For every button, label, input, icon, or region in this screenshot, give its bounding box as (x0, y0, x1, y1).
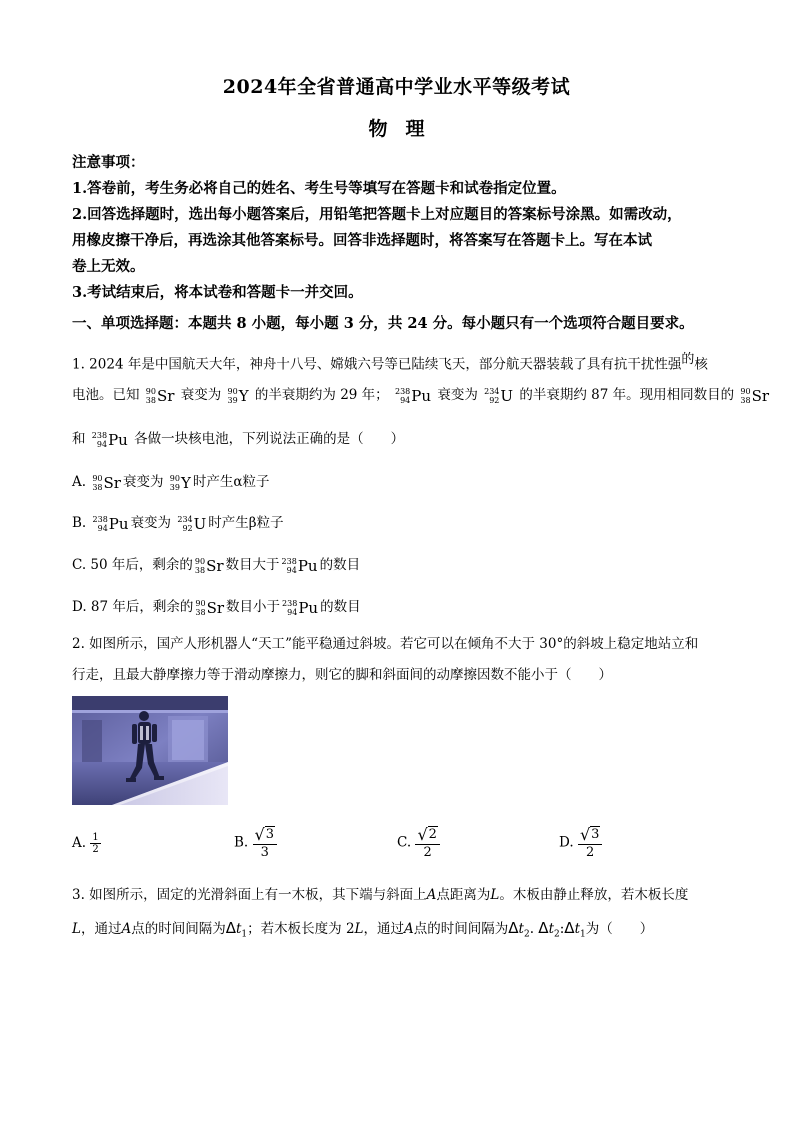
atomic-number: 38 (145, 395, 156, 405)
fraction (253, 826, 277, 860)
q1-line3 (72, 427, 404, 449)
subscript: 2 (523, 929, 530, 940)
atomic-number: 38 (740, 395, 751, 405)
option-label: C. (397, 834, 412, 851)
nuclide-pu (92, 431, 128, 449)
subscript: 1 (580, 929, 586, 940)
notes-item: 3.考试结束后，将本试卷和答题卡一并交回。 (72, 284, 363, 301)
option-text: 数目大于 (225, 557, 280, 573)
q1-option-b (72, 511, 284, 533)
q1-text: 衰变为 (437, 387, 478, 403)
point-label: A (121, 921, 132, 937)
element-symbol: Pu (297, 556, 318, 575)
point-label: A (426, 887, 437, 903)
time-symbol: t (235, 921, 242, 937)
delta-symbol: Δ (225, 919, 236, 937)
atomic-number: 38 (92, 482, 103, 492)
option-text: 衰变为 (122, 474, 164, 490)
q3-text: ，通过 (363, 921, 405, 937)
nuclide-sr (195, 599, 224, 617)
q1-text: 的半衰期约为 29 年； (254, 387, 389, 403)
element-symbol: U (500, 386, 514, 405)
q1-text: 的半衰期约 87 年。现用相同数目的 (519, 387, 735, 403)
radicand: 3 (265, 827, 274, 842)
q1-text: 1. 2024 年是中国航天大年，神舟十八号、嫦娥六号等已陆续飞天，部分航天器装载了具有抗干扰性强 (72, 356, 682, 373)
atomic-number: 94 (96, 439, 108, 449)
nuclide-u (177, 515, 206, 533)
q2-option-a (72, 832, 101, 855)
square-root: √ 3 (579, 825, 600, 844)
element-symbol: Sr (751, 386, 770, 405)
q3-text: 点的时间间隔为 (413, 921, 509, 937)
nuclide-y (228, 387, 249, 405)
q3-line2: L，通过A点的时间间隔为$\Delta t_1$；若木板长度为 2L，通过A点的时间间隔为$\Delta t_2$. $\Delta t_2:\Delta t_1$为（ ） (72, 919, 654, 940)
denominator: 2 (423, 845, 432, 860)
mass-number: 234 (484, 386, 500, 396)
notes-item: 1.答卷前，考生务必将自己的姓名、考生号等填写在答题卡和试卷指定位置。 (72, 180, 566, 197)
option-label: A. (72, 835, 87, 851)
q1-text: 衰变为 (180, 387, 222, 403)
q3-text: 点的时间间隔为 (131, 921, 226, 937)
length-symbol: L (490, 887, 500, 903)
subject-title: 物理 (368, 118, 443, 140)
mass-number: 90 (194, 556, 206, 566)
time-symbol: t (548, 921, 554, 937)
robot-on-slope-illustration (72, 696, 228, 805)
element-symbol: Y (238, 386, 249, 405)
q3-text: 3. 如图所示，固定的光滑斜面上有一木板，其下端与斜面上 (72, 887, 427, 903)
option-text: 数目小于 (226, 599, 281, 615)
radicand: 3 (591, 827, 600, 842)
ratio-sign: : (559, 921, 565, 937)
q3-text: 。木板由静止释放，若木板长度 (499, 887, 689, 903)
denominator: 2 (92, 844, 99, 855)
mass-number: 238 (92, 514, 108, 524)
time-symbol: t (574, 921, 580, 937)
atomic-number: 94 (400, 395, 411, 405)
nuclide-pu (93, 515, 129, 533)
option-text: 的数目 (319, 557, 361, 573)
option-text: D. 87 年后，剩余的 (72, 599, 194, 615)
mass-number: 90 (92, 473, 103, 483)
q1-line2 (72, 383, 771, 405)
notes-heading: 注意事项： (72, 154, 145, 171)
nuclide-sr (740, 387, 769, 405)
atomic-number: 39 (227, 395, 238, 405)
radicand: 2 (428, 827, 437, 842)
nuclide-pu (282, 557, 318, 575)
nuclide-sr (146, 387, 175, 405)
mass-number: 238 (281, 556, 297, 566)
fraction (415, 826, 439, 860)
q2-line2: 行走，且最大静摩擦力等于滑动摩擦力，则它的脚和斜面间的动摩擦因数不能小于（ ） (72, 667, 612, 683)
exam-title: 2024年全省普通高中学业水平等级考试 (222, 76, 571, 98)
q1-line1 (72, 348, 708, 373)
element-symbol: Sr (206, 598, 225, 617)
element-symbol: Pu (298, 598, 319, 617)
robot-photo (72, 696, 228, 805)
mass-number: 90 (195, 598, 206, 608)
q2-option-b (234, 826, 277, 860)
nuclide-sr (92, 474, 121, 492)
q3-text: ；若木板长度为 2 (247, 921, 355, 937)
nuclide-pu (282, 599, 318, 617)
denominator: 3 (260, 845, 269, 860)
mass-number: 90 (145, 386, 156, 396)
mass-number: 238 (91, 430, 108, 440)
mass-number: 90 (740, 386, 751, 396)
mass-number: 90 (227, 386, 238, 396)
q1-text: 和 (72, 431, 86, 447)
element-symbol: Pu (108, 514, 129, 533)
length-symbol: L (354, 921, 364, 937)
q2-line1: 2. 如图所示，国产人形机器人“天工”能平稳通过斜坡。若它可以在倾角不大于 30°的斜坡上稳定地站立和 (72, 636, 699, 652)
notes-item: 用橡皮擦干净后，再选涂其他答案标号。回答非选择题时，将答案写在答题卡上。写在本试 (72, 232, 652, 249)
notes-block (72, 150, 724, 306)
time-symbol: t (518, 921, 524, 937)
fraction (578, 826, 602, 860)
atomic-number: 92 (182, 523, 193, 533)
option-label: B. (72, 515, 87, 531)
option-label: B. (234, 834, 249, 851)
option-text: C. 50 年后，剩余的 (72, 557, 193, 573)
element-symbol: Y (180, 473, 191, 492)
subscript: 2 (554, 929, 560, 940)
numerator: 1 (92, 832, 99, 843)
q1-option-a (72, 470, 270, 492)
nuclide-sr (195, 557, 224, 575)
delta-symbol: Δ (538, 919, 549, 937)
fraction (90, 832, 100, 855)
q3-text: 为（ ） (585, 921, 654, 937)
length-symbol: L (72, 921, 81, 937)
square-root: √ 2 (417, 825, 437, 844)
point-label: A (404, 921, 414, 937)
q3-text: 点距离为 (436, 887, 491, 903)
q1-text: 的 (681, 352, 695, 367)
q1-text: 电池。已知 (72, 387, 140, 403)
delta-symbol: Δ (508, 919, 519, 937)
option-text: 的数目 (320, 599, 361, 615)
option-label: D. (559, 834, 574, 851)
mass-number: 90 (169, 473, 180, 483)
atomic-number: 38 (195, 607, 206, 617)
atomic-number: 94 (286, 565, 297, 575)
subscript: 1 (241, 929, 248, 940)
nuclide-u (484, 387, 513, 405)
element-symbol: Sr (103, 473, 121, 492)
atomic-number: 38 (194, 565, 206, 575)
q2-option-d (559, 826, 602, 860)
option-text: 衰变为 (130, 515, 172, 531)
q1-option-d (72, 595, 361, 617)
atomic-number: 94 (287, 607, 298, 617)
nuclide-y (170, 474, 191, 492)
delta-symbol: Δ (564, 919, 575, 937)
option-label: A. (72, 474, 87, 490)
q2-option-c (397, 826, 440, 860)
mass-number: 238 (282, 598, 298, 608)
denominator: 2 (586, 845, 595, 860)
q1-option-c (72, 553, 360, 575)
element-symbol: Sr (206, 556, 224, 575)
atomic-number: 94 (97, 523, 108, 533)
element-symbol: U (193, 514, 207, 533)
q3-text: ，通过 (80, 921, 122, 937)
notes-item: 卷上无效。 (72, 258, 145, 275)
atomic-number: 92 (489, 395, 500, 405)
element-symbol: Sr (156, 386, 175, 405)
q1-text: 各做一块核电池，下列说法正确的是（ ） (134, 431, 405, 447)
option-text: 时产生β粒子 (208, 515, 284, 531)
nuclide-pu (395, 387, 431, 405)
section-heading: 一、单项选择题：本题共 8 小题，每小题 3 分，共 24 分。每小题只有一个选项符合题目要求。 (72, 315, 694, 332)
mass-number: 234 (177, 514, 193, 524)
square-root: √ 3 (254, 825, 274, 844)
mass-number: 238 (394, 386, 411, 396)
notes-item: 2.回答选择题时，选出每小题答案后，用铅笔把答题卡上对应题目的答案标号涂黑。如需改动， (72, 206, 682, 223)
option-text: 时产生α粒子 (192, 474, 270, 490)
element-symbol: Pu (411, 386, 432, 405)
atomic-number: 39 (169, 482, 180, 492)
element-symbol: Pu (108, 430, 128, 449)
q1-text: 核 (694, 356, 708, 373)
q3-line1 (72, 883, 688, 903)
